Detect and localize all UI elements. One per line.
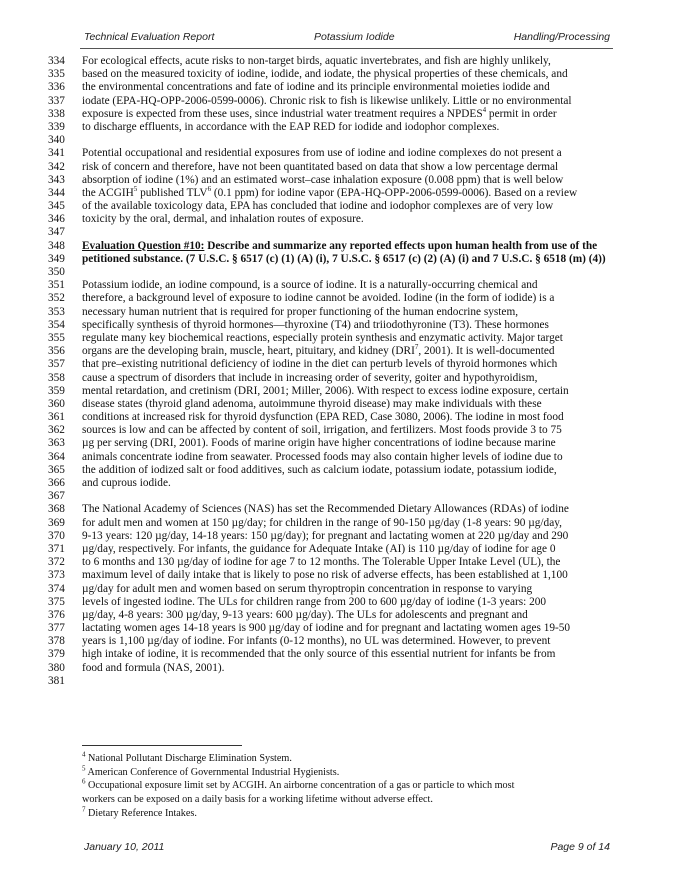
line-number: 377 bbox=[48, 622, 65, 635]
line-number: 364 bbox=[48, 450, 65, 463]
document-line bbox=[48, 583, 618, 596]
footnote-marker: 6 bbox=[82, 778, 86, 787]
line-text bbox=[82, 622, 570, 635]
footnote-ref: 7 bbox=[414, 343, 419, 352]
line-number: 362 bbox=[48, 424, 65, 437]
line-text bbox=[82, 517, 562, 530]
line-text bbox=[82, 345, 555, 358]
footer-date: January 10, 2011 bbox=[84, 841, 165, 853]
footnote bbox=[82, 766, 622, 780]
footnote bbox=[82, 752, 622, 766]
line-number: 346 bbox=[48, 213, 65, 226]
footnotes bbox=[82, 752, 622, 821]
line-text-segment: necessary human nutrient that is required for proper functioning of the human endocrine system, bbox=[82, 305, 519, 318]
line-text bbox=[82, 240, 597, 253]
line-text bbox=[82, 662, 224, 675]
document-line bbox=[48, 81, 618, 94]
footnote-ref: 5 bbox=[133, 185, 138, 194]
line-text bbox=[82, 358, 557, 371]
line-number: 335 bbox=[48, 68, 65, 81]
header-substance: Potassium Iodide bbox=[314, 31, 395, 43]
line-number: 345 bbox=[48, 200, 65, 213]
line-text bbox=[82, 332, 563, 345]
document-line bbox=[48, 345, 618, 358]
document-line bbox=[48, 411, 618, 424]
line-text-segment: cause a spectrum of disorders that include in increasing order of severity, goiter and hypothyroidism, bbox=[82, 371, 538, 384]
document-line bbox=[48, 55, 618, 68]
line-text bbox=[82, 503, 569, 516]
line-number: 360 bbox=[48, 397, 65, 410]
document-line bbox=[48, 675, 618, 688]
document-line bbox=[48, 437, 618, 450]
line-number: 337 bbox=[48, 94, 65, 107]
line-text-segment: to discharge effluents, in accordance with the EAP RED for iodide and iodophor complexes. bbox=[82, 120, 500, 133]
line-text-segment: the ACGIH bbox=[82, 186, 134, 199]
line-text bbox=[82, 147, 562, 160]
line-text-segment: of the available toxicology data, EPA has concluded that iodine and iodophor complexes are of very low bbox=[82, 200, 554, 213]
line-text bbox=[82, 161, 558, 174]
line-number: 370 bbox=[48, 529, 65, 542]
line-text bbox=[82, 105, 557, 121]
document-line bbox=[48, 253, 618, 266]
line-number: 372 bbox=[48, 556, 65, 569]
line-number: 376 bbox=[48, 608, 65, 621]
line-number: 354 bbox=[48, 318, 65, 331]
line-text bbox=[82, 569, 568, 582]
line-number: 341 bbox=[48, 147, 65, 160]
line-text-segment: published TLV bbox=[137, 186, 208, 199]
line-number: 336 bbox=[48, 81, 65, 94]
document-line bbox=[48, 358, 618, 371]
line-text-segment: maximum level of daily intake that is likely to pose no risk of adverse effects, has been established at 1,100 bbox=[82, 569, 568, 582]
line-text-segment: based on the measured toxicity of iodine, iodide, and iodate, the physical properties of these chemicals, and bbox=[82, 68, 568, 81]
document-line bbox=[48, 279, 618, 292]
line-number: 373 bbox=[48, 569, 65, 582]
line-text bbox=[82, 279, 538, 292]
line-text bbox=[82, 451, 563, 464]
line-text-segment: Potassium iodide, an iodine compound, is a source of iodine. It is a naturally-occurring chemical and bbox=[82, 279, 538, 292]
line-number: 351 bbox=[48, 279, 65, 292]
header-report-title: Technical Evaluation Report bbox=[84, 31, 215, 43]
document-line bbox=[48, 68, 618, 81]
document-line bbox=[48, 424, 618, 437]
line-number: 342 bbox=[48, 160, 65, 173]
line-text bbox=[82, 411, 564, 424]
line-number: 369 bbox=[48, 516, 65, 529]
line-text-segment: Potential occupational and residential exposures from use of iodine and iodine complexes do not present a bbox=[82, 147, 562, 160]
footnote-text: workers can be exposed on a daily basis for a working lifetime without adverse effect. bbox=[82, 794, 433, 806]
document-line bbox=[48, 543, 618, 556]
footnote bbox=[82, 807, 622, 821]
footnote bbox=[82, 779, 622, 793]
line-text bbox=[82, 55, 551, 68]
footnote-text: National Pollutant Discharge Elimination System. bbox=[85, 753, 292, 764]
line-number: 338 bbox=[48, 107, 65, 120]
document-line bbox=[48, 490, 618, 503]
line-text-segment: lactating women ages 14-18 years is 900 µg/day of iodine and for pregnant and lactating women ages 19-50 bbox=[82, 622, 571, 635]
line-text bbox=[82, 292, 554, 305]
line-number: 357 bbox=[48, 358, 65, 371]
line-text-segment: animals concentrate iodine from seawater. Processed foods may also contain higher levels of iodine due to bbox=[82, 450, 563, 463]
line-text-segment: µg per serving (DRI, 2001). Foods of marine origin have higher concentrations of iodine because marine bbox=[82, 437, 556, 450]
line-text-segment: years is 1,100 µg/day of iodine. For infants (0-12 months), no UL was determined. However, to prevent bbox=[82, 635, 551, 648]
document-line bbox=[48, 477, 618, 490]
line-text-segment: (0.1 ppm) for iodine vapor (EPA-HQ-OPP-2006-0599-0006). Based on a review bbox=[211, 186, 578, 199]
line-number: 368 bbox=[48, 503, 65, 516]
line-text-segment: therefore, a background level of exposure to iodine cannot be avoided. Iodine (in the form of iodide) is a bbox=[82, 292, 555, 305]
line-text bbox=[82, 648, 555, 661]
document-line bbox=[48, 503, 618, 516]
line-text bbox=[82, 424, 562, 437]
line-text-segment: food and formula (NAS, 2001). bbox=[82, 661, 225, 674]
line-number: 381 bbox=[48, 674, 65, 687]
line-number: 363 bbox=[48, 437, 65, 450]
document-line bbox=[48, 569, 618, 582]
page-footer bbox=[84, 841, 610, 855]
line-number: 352 bbox=[48, 292, 65, 305]
line-number: 355 bbox=[48, 331, 65, 344]
document-line bbox=[48, 200, 618, 213]
question-heading: Evaluation Question #10: bbox=[82, 239, 205, 252]
footnote-marker: 4 bbox=[82, 750, 86, 759]
line-text-segment: Describe and summarize any reported effects upon human health from use of the bbox=[204, 239, 598, 252]
line-number: 349 bbox=[48, 252, 65, 265]
line-number: 344 bbox=[48, 186, 65, 199]
footnote-text: American Conference of Governmental Industrial Hygienists. bbox=[85, 766, 340, 778]
footnote-rule bbox=[82, 745, 242, 746]
line-text-segment: disease states (thyroid gland adenoma, autoimmune thyroid disease) may make individuals with these bbox=[82, 397, 542, 410]
line-number: 361 bbox=[48, 411, 65, 424]
line-number: 380 bbox=[48, 661, 65, 674]
line-number: 379 bbox=[48, 648, 65, 661]
line-text-segment: µg/day, 4-8 years: 300 µg/day, 9-13 years: 600 µg/day). The ULs for adolescents and pregnant and bbox=[82, 608, 528, 621]
line-number: 378 bbox=[48, 635, 65, 648]
document-line bbox=[48, 95, 618, 108]
line-text-segment: mental retardation, and cretinism (DRI, 2001; Miller, 2006). With respect to excess iodine exposure, certain bbox=[82, 384, 569, 397]
line-text-segment: permit in order bbox=[486, 107, 557, 120]
document-line bbox=[48, 240, 618, 253]
header-rule bbox=[80, 48, 613, 49]
line-text bbox=[82, 200, 553, 213]
footer-page-number: Page 9 of 14 bbox=[550, 841, 610, 853]
line-text-segment: The National Academy of Sciences (NAS) has set the Recommended Dietary Allowances (RDAs) of iodine bbox=[82, 503, 569, 516]
document-line bbox=[48, 635, 618, 648]
line-number: 359 bbox=[48, 384, 65, 397]
line-text-segment: 9-13 years: 120 µg/day, 14-18 years: 150 µg/day); for pregnant and lactating women at 220 µg/day and 290 bbox=[82, 529, 569, 542]
line-text bbox=[82, 635, 550, 648]
footnote bbox=[82, 793, 622, 807]
document-line bbox=[48, 266, 618, 279]
line-text-segment: µg/day for adult men and women based on serum thyroptropin concentration in response to varying bbox=[82, 582, 533, 595]
line-text-segment: organs are the developing brain, muscle, heart, pituitary, and kidney (DRI bbox=[82, 345, 415, 358]
line-text bbox=[82, 68, 568, 81]
line-text bbox=[82, 81, 550, 94]
footnote-marker: 5 bbox=[82, 764, 86, 773]
document-line bbox=[48, 662, 618, 675]
line-text-segment: high intake of iodine, it is recommended that the only source of this essential nutrient for infants be from bbox=[82, 648, 556, 661]
line-text-segment: absorption of iodine (1%) and an estimated worst–case inhalation exposure (0.008 ppm) that is well below bbox=[82, 173, 564, 186]
line-number: 356 bbox=[48, 345, 65, 358]
line-number: 366 bbox=[48, 477, 65, 489]
line-text-segment: for adult men and women at 150 µg/day; for children in the range of 90-150 µg/day (1-8 years: 90 µg/day, bbox=[82, 516, 562, 529]
document-line bbox=[48, 319, 618, 332]
document-line bbox=[48, 609, 618, 622]
document-line bbox=[48, 213, 618, 226]
line-text bbox=[82, 530, 568, 543]
line-text bbox=[82, 464, 557, 477]
document-line bbox=[48, 556, 618, 569]
document-line bbox=[48, 398, 618, 411]
document-line bbox=[48, 530, 618, 543]
document-line bbox=[48, 385, 618, 398]
document-line bbox=[48, 622, 618, 635]
line-text-segment: , 2001). It is well-documented bbox=[418, 345, 555, 358]
document-line bbox=[48, 226, 618, 239]
line-number: 343 bbox=[48, 173, 65, 186]
line-number: 348 bbox=[48, 239, 65, 252]
document-line bbox=[48, 451, 618, 464]
line-text bbox=[82, 583, 532, 596]
line-text-segment: the addition of iodized salt or food additives, such as calcium iodate, potassium iodate, potassium iodide, bbox=[82, 463, 557, 476]
line-text-segment: iodate (EPA-HQ-OPP-2006-0599-0006). Chronic risk to fish is likewise unlikely. Little or no environmental bbox=[82, 94, 572, 107]
line-number: 340 bbox=[48, 134, 65, 147]
line-text-segment: toxicity by the oral, dermal, and inhalation routes of exposure. bbox=[82, 213, 364, 226]
line-number: 358 bbox=[48, 371, 65, 384]
line-number: 367 bbox=[48, 490, 65, 503]
line-number: 339 bbox=[48, 120, 65, 133]
footnote-marker: 7 bbox=[82, 805, 86, 814]
line-text-segment: that pre–existing nutritional deficiency of iodine in the diet can perturb levels of thyroid hormones which bbox=[82, 358, 558, 371]
line-text-segment: specifically synthesis of thyroid hormones—thyroxine (T4) and triiodothyronine (T3). These hormones bbox=[82, 318, 549, 331]
line-text-segment: For ecological effects, acute risks to non-target birds, aquatic invertebrates, and fish are highly unlikely, bbox=[82, 55, 551, 67]
document-line bbox=[48, 161, 618, 174]
line-text-segment: to 6 months and 130 µg/day of iodine for age 7 to 12 months. The Tolerable Upper Intake Level (UL), the bbox=[82, 556, 561, 569]
line-text bbox=[82, 121, 499, 134]
line-text-segment: sources is low and can be affected by content of soil, irrigation, and fertilizers. Most foods provide 3 to 75 bbox=[82, 424, 562, 437]
line-number: 365 bbox=[48, 463, 65, 476]
line-text bbox=[82, 398, 542, 411]
document-line bbox=[48, 147, 618, 160]
document-line bbox=[48, 372, 618, 385]
line-number: 334 bbox=[48, 55, 65, 67]
header-category: Handling/Processing bbox=[513, 31, 610, 43]
document-line bbox=[48, 332, 618, 345]
line-text bbox=[82, 253, 606, 266]
line-number: 374 bbox=[48, 582, 65, 595]
line-number: 375 bbox=[48, 595, 65, 608]
line-number: 350 bbox=[48, 266, 65, 278]
line-text bbox=[82, 385, 569, 398]
line-text-segment: exposure is expected from these uses, since industrial water treatment requires a NPDES bbox=[82, 107, 483, 120]
line-text bbox=[82, 319, 549, 332]
line-text bbox=[82, 372, 537, 385]
line-number: 353 bbox=[48, 305, 65, 318]
document-line bbox=[48, 187, 618, 200]
footnote-ref: 6 bbox=[207, 185, 212, 194]
line-text bbox=[82, 95, 572, 108]
line-text bbox=[82, 437, 556, 450]
line-text-segment: regulate many key biochemical reactions, especially protein synthesis and enzymatic activity. Major target bbox=[82, 331, 563, 344]
document-line bbox=[48, 105, 618, 121]
line-text bbox=[82, 609, 528, 622]
line-text-segment: and cuprous iodide. bbox=[82, 477, 171, 489]
line-text-segment: conditions at increased risk for thyroid dysfunction (EPA RED, Case 3080, 2006). The iodine in most food bbox=[82, 411, 564, 424]
line-text bbox=[82, 174, 563, 187]
line-text bbox=[82, 596, 546, 609]
document-line bbox=[48, 292, 618, 305]
document-line bbox=[48, 306, 618, 319]
line-text-segment: risk of concern and therefore, have not been quantitated based on data that show a low percentage dermal bbox=[82, 160, 559, 173]
line-text-segment: µg/day, respectively. For infants, the guidance for Adequate Intake (AI) is 110 µg/day of iodine for age 0 bbox=[82, 542, 556, 555]
document-line bbox=[48, 464, 618, 477]
line-text bbox=[82, 477, 171, 490]
footnote-ref: 4 bbox=[482, 105, 487, 114]
footnote-text: Dietary Reference Intakes. bbox=[85, 807, 197, 819]
document-line bbox=[48, 517, 618, 530]
document-line bbox=[48, 121, 618, 134]
line-text bbox=[82, 543, 556, 556]
line-text-segment: levels of ingested iodine. The ULs for children range from 200 to 600 µg/day of iodine (1-3 years: 200 bbox=[82, 595, 547, 608]
document-line bbox=[48, 648, 618, 661]
line-text bbox=[82, 187, 577, 200]
line-text bbox=[82, 306, 518, 319]
line-number: 371 bbox=[48, 542, 65, 555]
document-body bbox=[48, 55, 618, 688]
line-text bbox=[82, 556, 560, 569]
line-text bbox=[82, 213, 364, 226]
document-line bbox=[48, 134, 618, 147]
footnote-text: Occupational exposure limit set by ACGIH. An airborne concentration of a gas or particle to which most bbox=[85, 780, 515, 792]
document-line bbox=[48, 596, 618, 609]
line-text-segment: petitioned substance. (7 U.S.C. § 6517 (c) (1) (A) (i), 7 U.S.C. § 6517 (c) (2) (A) (i) and 7 U.S.C. § 6518 (m) (4)) bbox=[82, 252, 606, 265]
page-header bbox=[84, 31, 610, 47]
line-number: 347 bbox=[48, 226, 65, 239]
line-text-segment: the environmental concentrations and fate of iodine and its principle environmental moieties iodide and bbox=[82, 81, 550, 94]
